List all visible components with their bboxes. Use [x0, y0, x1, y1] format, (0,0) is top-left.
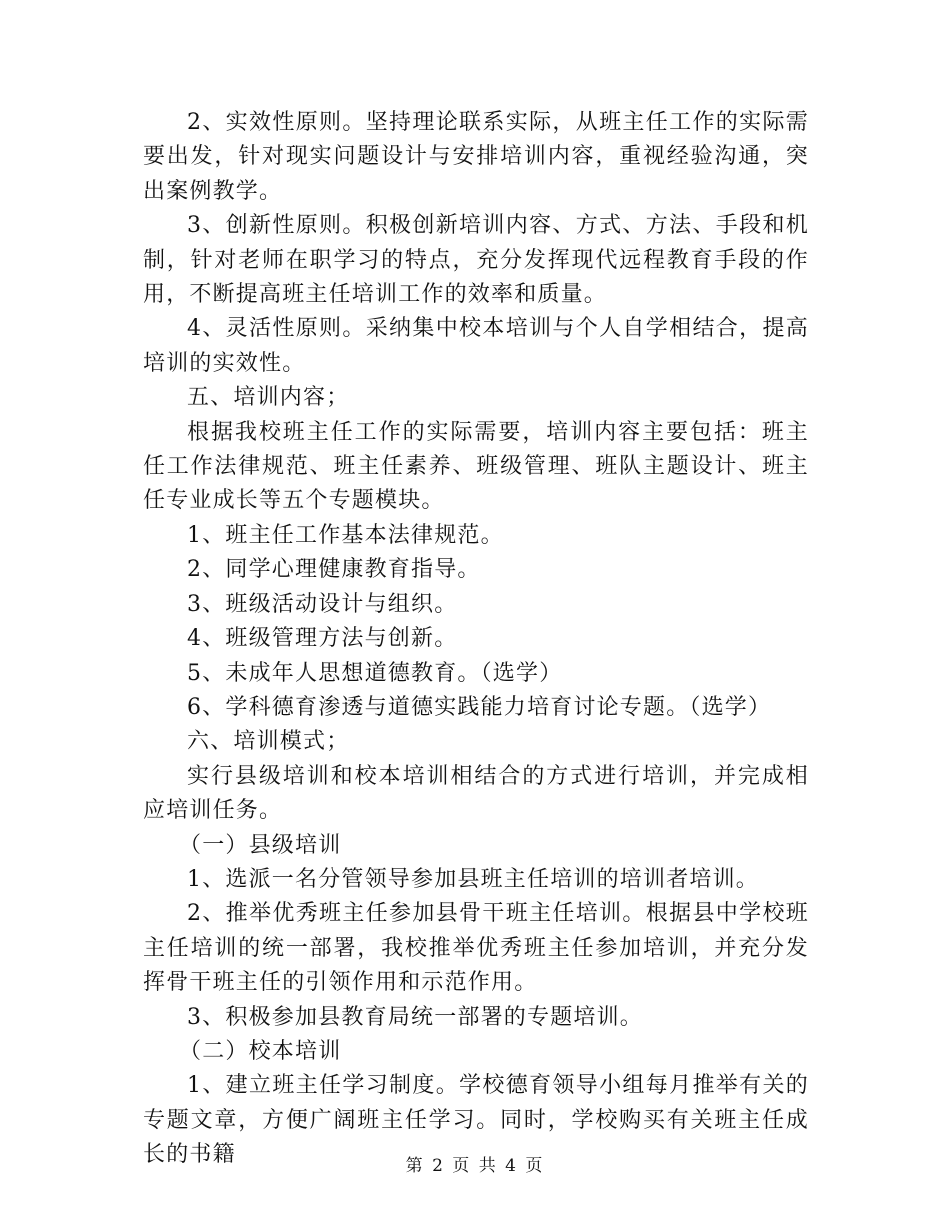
- paragraph-principle-3: 3、创新性原则。积极创新培训内容、方式、方法、手段和机制，针对老师在职学习的特点，充分发挥现代远程教育手段的作用，不断提高班主任培训工作的效率和质量。: [143, 213, 809, 308]
- list-item: 2、同学心理健康教育指导。: [187, 557, 481, 583]
- paragraph-principle-2: 2、实效性原则。坚持理论联系实际，从班主任工作的实际需要出发，针对现实问题设计与安排培训内容，重视经验沟通，突出案例教学。: [143, 110, 809, 204]
- list-item: 4、班级管理方法与创新。: [187, 626, 458, 652]
- section-heading-mode: 六、培训模式；: [187, 729, 350, 755]
- list-item: 3、积极参加县教育局统一部署的专题培训。: [187, 1004, 643, 1030]
- document-body: [143, 106, 809, 1173]
- paragraph-content-intro: 根据我校班主任工作的实际需要，培训内容主要包括：班主任工作法律规范、班主任素养、班级管理、班队主题设计、班主任专业成长等五个专题模块。: [143, 419, 809, 514]
- paragraph-mode-intro: 实行县级培训和校本培训相结合的方式进行培训，并完成相应培训任务。: [143, 763, 809, 824]
- subheading-school-training: （二）校本培训: [179, 1038, 342, 1064]
- section-heading-content: 五、培训内容；: [187, 385, 350, 411]
- list-item: 2、推举优秀班主任参加县骨干班主任培训。根据县中学校班主任培训的统一部署，我校推举优秀班主任参加培训，并充分发挥骨干班主任的引领作用和示范作用。: [143, 901, 809, 996]
- list-item: 1、选派一名分管领导参加县班主任培训的培训者培训。: [187, 866, 759, 892]
- subheading-county-training: （一）县级培训: [179, 832, 342, 858]
- page-number-footer: 第 2 页 共 4 页: [405, 1156, 545, 1176]
- list-item: 6、学科德育渗透与道德实践能力培育讨论专题。（选学）: [187, 694, 772, 720]
- list-item: 5、未成年人思想道德教育。（选学）: [187, 660, 563, 686]
- list-item: 1、建立班主任学习制度。学校德育领导小组每月推举有关的专题文章，方便广阔班主任学习。同时，学校购买有关班主任成长的书籍: [143, 1073, 809, 1168]
- list-item: 1、班主任工作基本法律规范。: [187, 522, 504, 548]
- paragraph-principle-4: 4、灵活性原则。采纳集中校本培训与个人自学相结合，提高培训的实效性。: [143, 316, 809, 376]
- list-item: 3、班级活动设计与组织。: [187, 591, 458, 617]
